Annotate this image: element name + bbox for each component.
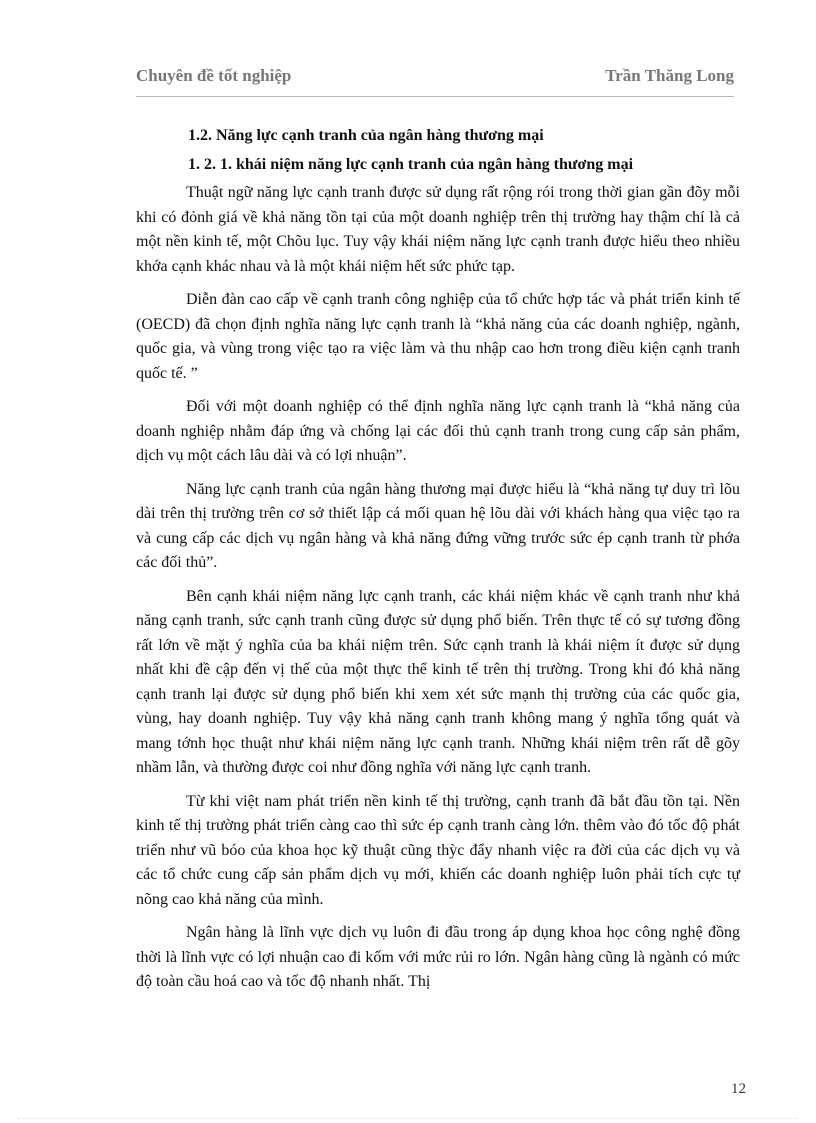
subsection-title: 1. 2. 1. khái niệm năng lực cạnh tranh của ngân hàng thương mại [188,155,634,173]
document-body [136,124,740,1004]
paragraph: Ngân hàng là lĩnh vực dịch vụ luôn đi đầu trong áp dụng khoa học công nghệ đồng thời là lĩnh vực có lợi nhuận cao đi kốm với mức rủi ro lớn. Ngân hàng cũng là ngành có mức độ toàn cầu hoá cao và tốc độ nhanh nhất. Thị [136,924,740,990]
page-number: 12 [731,1081,746,1097]
paragraph: Bên cạnh khái niệm năng lực cạnh tranh, các khái niệm khác về cạnh tranh như khả năng cạnh tranh, sức cạnh tranh cũng được sử dụng phổ biến. Trên thực tế có sự tương đồng rất lớn về mặt ý nghĩa của ba khái niệm trên. Sức cạnh tranh là khái niệm ít được sử dụng nhất khi đề cập đến vị thế của một thực thể kinh tế trên thị trường. Trong khi đó khả năng cạnh tranh lại được sử dụng phổ biến khi xem xét sức mạnh thị trường của các quốc gia, vùng, hay doanh nghiệp. Tuy vậy khả năng cạnh tranh không mang ý nghĩa tổng quát và mang tớnh học thuật như khái niệm năng lực cạnh tranh. Những khái niệm trên rất dễ gõy nhầm lẫn, và thường được coi như đồng nghĩa với năng lực cạnh tranh. [136,587,740,776]
paragraph: Diễn đàn cao cấp về cạnh tranh công nghiệp của tổ chức hợp tác và phát triển kinh tế (OECD) đã chọn định nghĩa năng lực cạnh tranh là “khả năng của các doanh nghiệp, ngành, quốc gia, và vùng trong việc tạo ra việc làm và thu nhập cao hơn trong điều kiện cạnh tranh quốc tế. ” [136,291,740,382]
page-bottom-border [18,1118,798,1119]
paragraph: Từ khi việt nam phát triển nền kinh tế thị trường, cạnh tranh đã bắt đầu tồn tại. Nền kinh tế thị trường phát triển càng cao thì sức ép cạnh tranh càng lớn. thêm vào đó tốc độ phát triển như vũ bóo của khoa học kỹ thuật cũng thỳc đẩy nhanh việc ra đời của các dịch vụ và các tổ chức cung cấp sản phẩm dịch vụ mới, khiến các doanh nghiệp luôn phải tích cực tự nõng cao khả năng của mình. [136,792,740,908]
section-title: 1.2. Năng lực cạnh tranh của ngân hàng thương mại [188,127,544,144]
paragraph: Đối với một doanh nghiệp có thể định nghĩa năng lực cạnh tranh là “khả năng của doanh nghiệp nhằm đáp ứng và chống lại các đối thủ cạnh tranh trong cung cấp sản phẩm, dịch vụ một cách lâu dài và có lợi nhuận”. [136,398,740,464]
header-document-type: Chuyên đề tốt nghiệp [136,66,292,85]
header-author: Trần Thăng Long [605,66,734,85]
paragraph: Năng lực cạnh tranh của ngân hàng thương mại được hiểu là “khả năng tự duy trì lõu dài trên thị trường trên cơ sở thiết lập cá mối quan hệ lõu dài với khách hàng qua việc tạo ra và cung cấp các dịch vụ ngân hàng và khả năng đứng vững trước sức ép cạnh tranh từ phớa các đối thủ”. [136,480,740,571]
paragraph: Thuật ngữ năng lực cạnh tranh được sử dụng rất rộng rói trong thời gian gần đõy mỗi khi có đỏnh giá về khả năng tồn tại của một doanh nghiệp trên thị trường hay thậm chí là cả một nền kinh tế, một Chõu lục. Tuy vậy khái niệm năng lực cạnh tranh được hiểu theo nhiều khớa cạnh khác nhau và là một khái niệm hết sức phức tạp. [136,184,740,275]
header-divider [136,96,734,97]
